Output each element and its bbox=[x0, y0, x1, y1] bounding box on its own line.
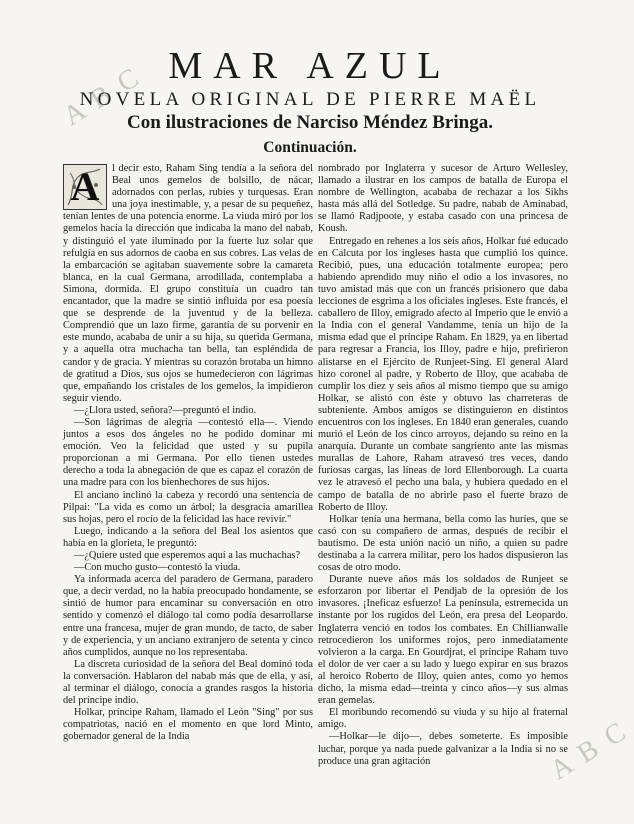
paragraph: nombrado por Inglaterra y sucesor de Arturo Wellesley, llamado a ilustrar en los campos de batalla de Europa el nombre de Wellington, acababa de rechazar a los Sikhs hasta más allá del Sotledge. Su padre, nabab de Aminabad, se llamó Radjpoote, y estaba casado con una princesa de Koush. bbox=[318, 163, 568, 235]
right-text-column bbox=[318, 163, 568, 818]
paragraph: l decir esto, Raham Sing tendía a la señora del Beal unos gemelos de bolsillo, de nácar, adornados con perlas, rubíes y turquesas. Eran una joya inestimable, y, a pesar de su pequeñez, tenían lentes de una potencia enorme. La viuda miró por los gemelos hacia la dirección que indicaba la mano del nabab, y distinguió el yate iluminado por la fuerte luz solar que refulgía en sus adornos de caoba en sus cobres. Las velas de la embarcación se agitaban suavemente sobre la camareta blanca, en la cual Germana, arrodillada, contemplaba a Simona, dormida. El grupo constituía un cuadro tan encantador, que la madre se sintió influída por esa poesía que se desprende de la juventud y de la belleza. Comprendió que un lazo firme, garantía de su porvenir en este mundo, acababa de unir a su hija, su querida Germana, y a aquella otra muchacha tan bella, tan espléndida de candor y de gracia. Y mientras su corazón brotaba un himno de gratitud a Dios, sus ojos se humedecieron con lágrimas que, empañando los cristales de los gemelos, la impidieron seguir viendo. bbox=[63, 163, 313, 404]
paragraph: —Con mucho gusto—contestó la viuda. bbox=[74, 562, 241, 574]
paragraph: El anciano inclinó la cabeza y recordó una sentencia de Pilpai: "La vida es como un árbol; la desgracia amarillea sus hojas, pero el rocío de la felicidad las hace revivir." bbox=[63, 489, 313, 525]
paragraph: Holkar tenía una hermana, bella como las huríes, que se casó con su compañero de armas, después de recibir el bautismo. De esta unión nació un niño, a quien su padre destinaba a la carrera militar, pero los hados dispusieron las cosas de otro modo. bbox=[318, 513, 568, 574]
decorated-dropcap-initial bbox=[63, 164, 107, 210]
paragraph: Luego, indicando a la señora del Beal los asientos que había en la glorieta, le preguntó: bbox=[63, 525, 313, 549]
paragraph: Ya informada acerca del paradero de Germana, paradero que, a decir verdad, no la había preocupado hondamente, se sintió de humor para encaminar su conversación en otro sentido y comenzó el diálogo tal como podía desarrollarse entre una francesa, mujer de gran mundo, de tacto, de saber y de experiencia, y un anciano extranjero de setenta y cinco años cumplidos, aunque no los representaba. bbox=[63, 574, 313, 658]
paragraph: La discreta curiosidad de la señora del Beal dominó toda la conversación. Hablaron del nabab más que de ella, y así, al terminar el diálogo, conocía a grandes rasgos la historia del príncipe indio. bbox=[63, 658, 313, 707]
illustrations-credit: Con ilustraciones de Narciso Méndez Bringa. bbox=[127, 112, 493, 133]
paragraph: —Son lágrimas de alegría —contestó ella—. Viendo juntos a esos dos ángeles no he podido dominar mi emoción. Veo la felicidad que usted y su pupila proporcionan a mi Germana. Por ello tienen ustedes derecho a toda la abnegación de que es capaz el corazón de una madre para con los bienhechores de sus hijos. bbox=[63, 416, 313, 489]
abc-watermark-stamp-bottom: A B C bbox=[545, 714, 634, 787]
paragraph: Holkar, príncipe Raham, llamado el León "Sing" por sus compatriotas, nació en el momento en que lord Minto, gobernador general de la India bbox=[63, 707, 313, 743]
left-text-column bbox=[63, 163, 313, 818]
paragraph: Entregado en rehenes a los seis años, Holkar fué educado en Calcuta por los ingleses hasta que cumplió los quince. Recibió, pues, una educación totalmente europea; pero habiendo aprendido muy niño el odio a los invasores, no tuvo amistad más que con un francés prisionero que daba lecciones de esgrima a los oficiales ingleses. Este francés, el caballero de Illoy, emigrado afecto al Imperio que le envió a la India con el general Vandamme, tenía un hijo de la misma edad que el príncipe Raham. En 1829, ya en libertad para regresar a Francia, los Illoy, padre e hijo, prefirieron alistarse en el Ejército de Runjeet-Sing. El general Alard hizo coronel al padre, y Roberto de Illoy, que acababa de cumplir los diez y seis años al mismo tiempo que su amigo Holkar, se alistó con éste y obtuvo las charreteras de subteniente. Ambos amigos se distinguieron en distintos encuentros con los ingleses. En 1840 eran generales, cuando murió el León de los cinco arroyos, dejando su reino en la anarquía. Durante un combate sangriento ante las mismas murallas de Lahore, Raham atravesó tres veces, dando furiosas cargas, las líneas de lord Ellenborough. La cuarta vez le atravesó el pecho una bala, y hubiera quedado en el campo de batalla de no abrirle paso el fuerte brazo de Roberto de Illoy. bbox=[318, 235, 568, 513]
continuation-label: Continuación. bbox=[263, 139, 357, 156]
dropcap-letter: A bbox=[70, 164, 100, 209]
paragraph: —¿Quiere usted que esperemos aquí a las muchachas? bbox=[74, 550, 301, 561]
abc-watermark-stamp: A B C bbox=[58, 60, 147, 133]
paragraph: —Holkar—le dijo—, debes someterte. Es imposible luchar, porque ya nada puede galvanizar a la India si no se produce una gran agitación bbox=[318, 731, 568, 767]
paragraph: —¿Llora usted, señora?—preguntó el indio. bbox=[74, 404, 257, 416]
novel-title: MAR AZUL bbox=[168, 45, 452, 87]
novel-subtitle: NOVELA ORIGINAL DE PIERRE MAËL bbox=[79, 89, 541, 110]
paragraph: El moribundo recomendó su viuda y su hijo al fraternal amigo. bbox=[318, 707, 568, 731]
paragraph: Durante nueve años más los soldados de Runjeet se esforzaron por libertar el Pendjab de la opresión de los invasores. ¡Ineficaz esfuerzo! La península, estremecida un instante por los rugidos del León, era presa del Leopardo. Inglaterra venció en todos los combates. En Chillianwalle retrocedieron los uniformes rojos, pero inmediatamente volvieron a la carga. En Gourdjrat, el príncipe Raham tuvo el dolor de ver caer a su lado y luego expirar en sus brazos al heroico Roberto de Illoy, quien antes, como yo hemos dicho, la misma edad—treinta y cinco años—y sus almas eran gemelas. bbox=[318, 574, 568, 707]
